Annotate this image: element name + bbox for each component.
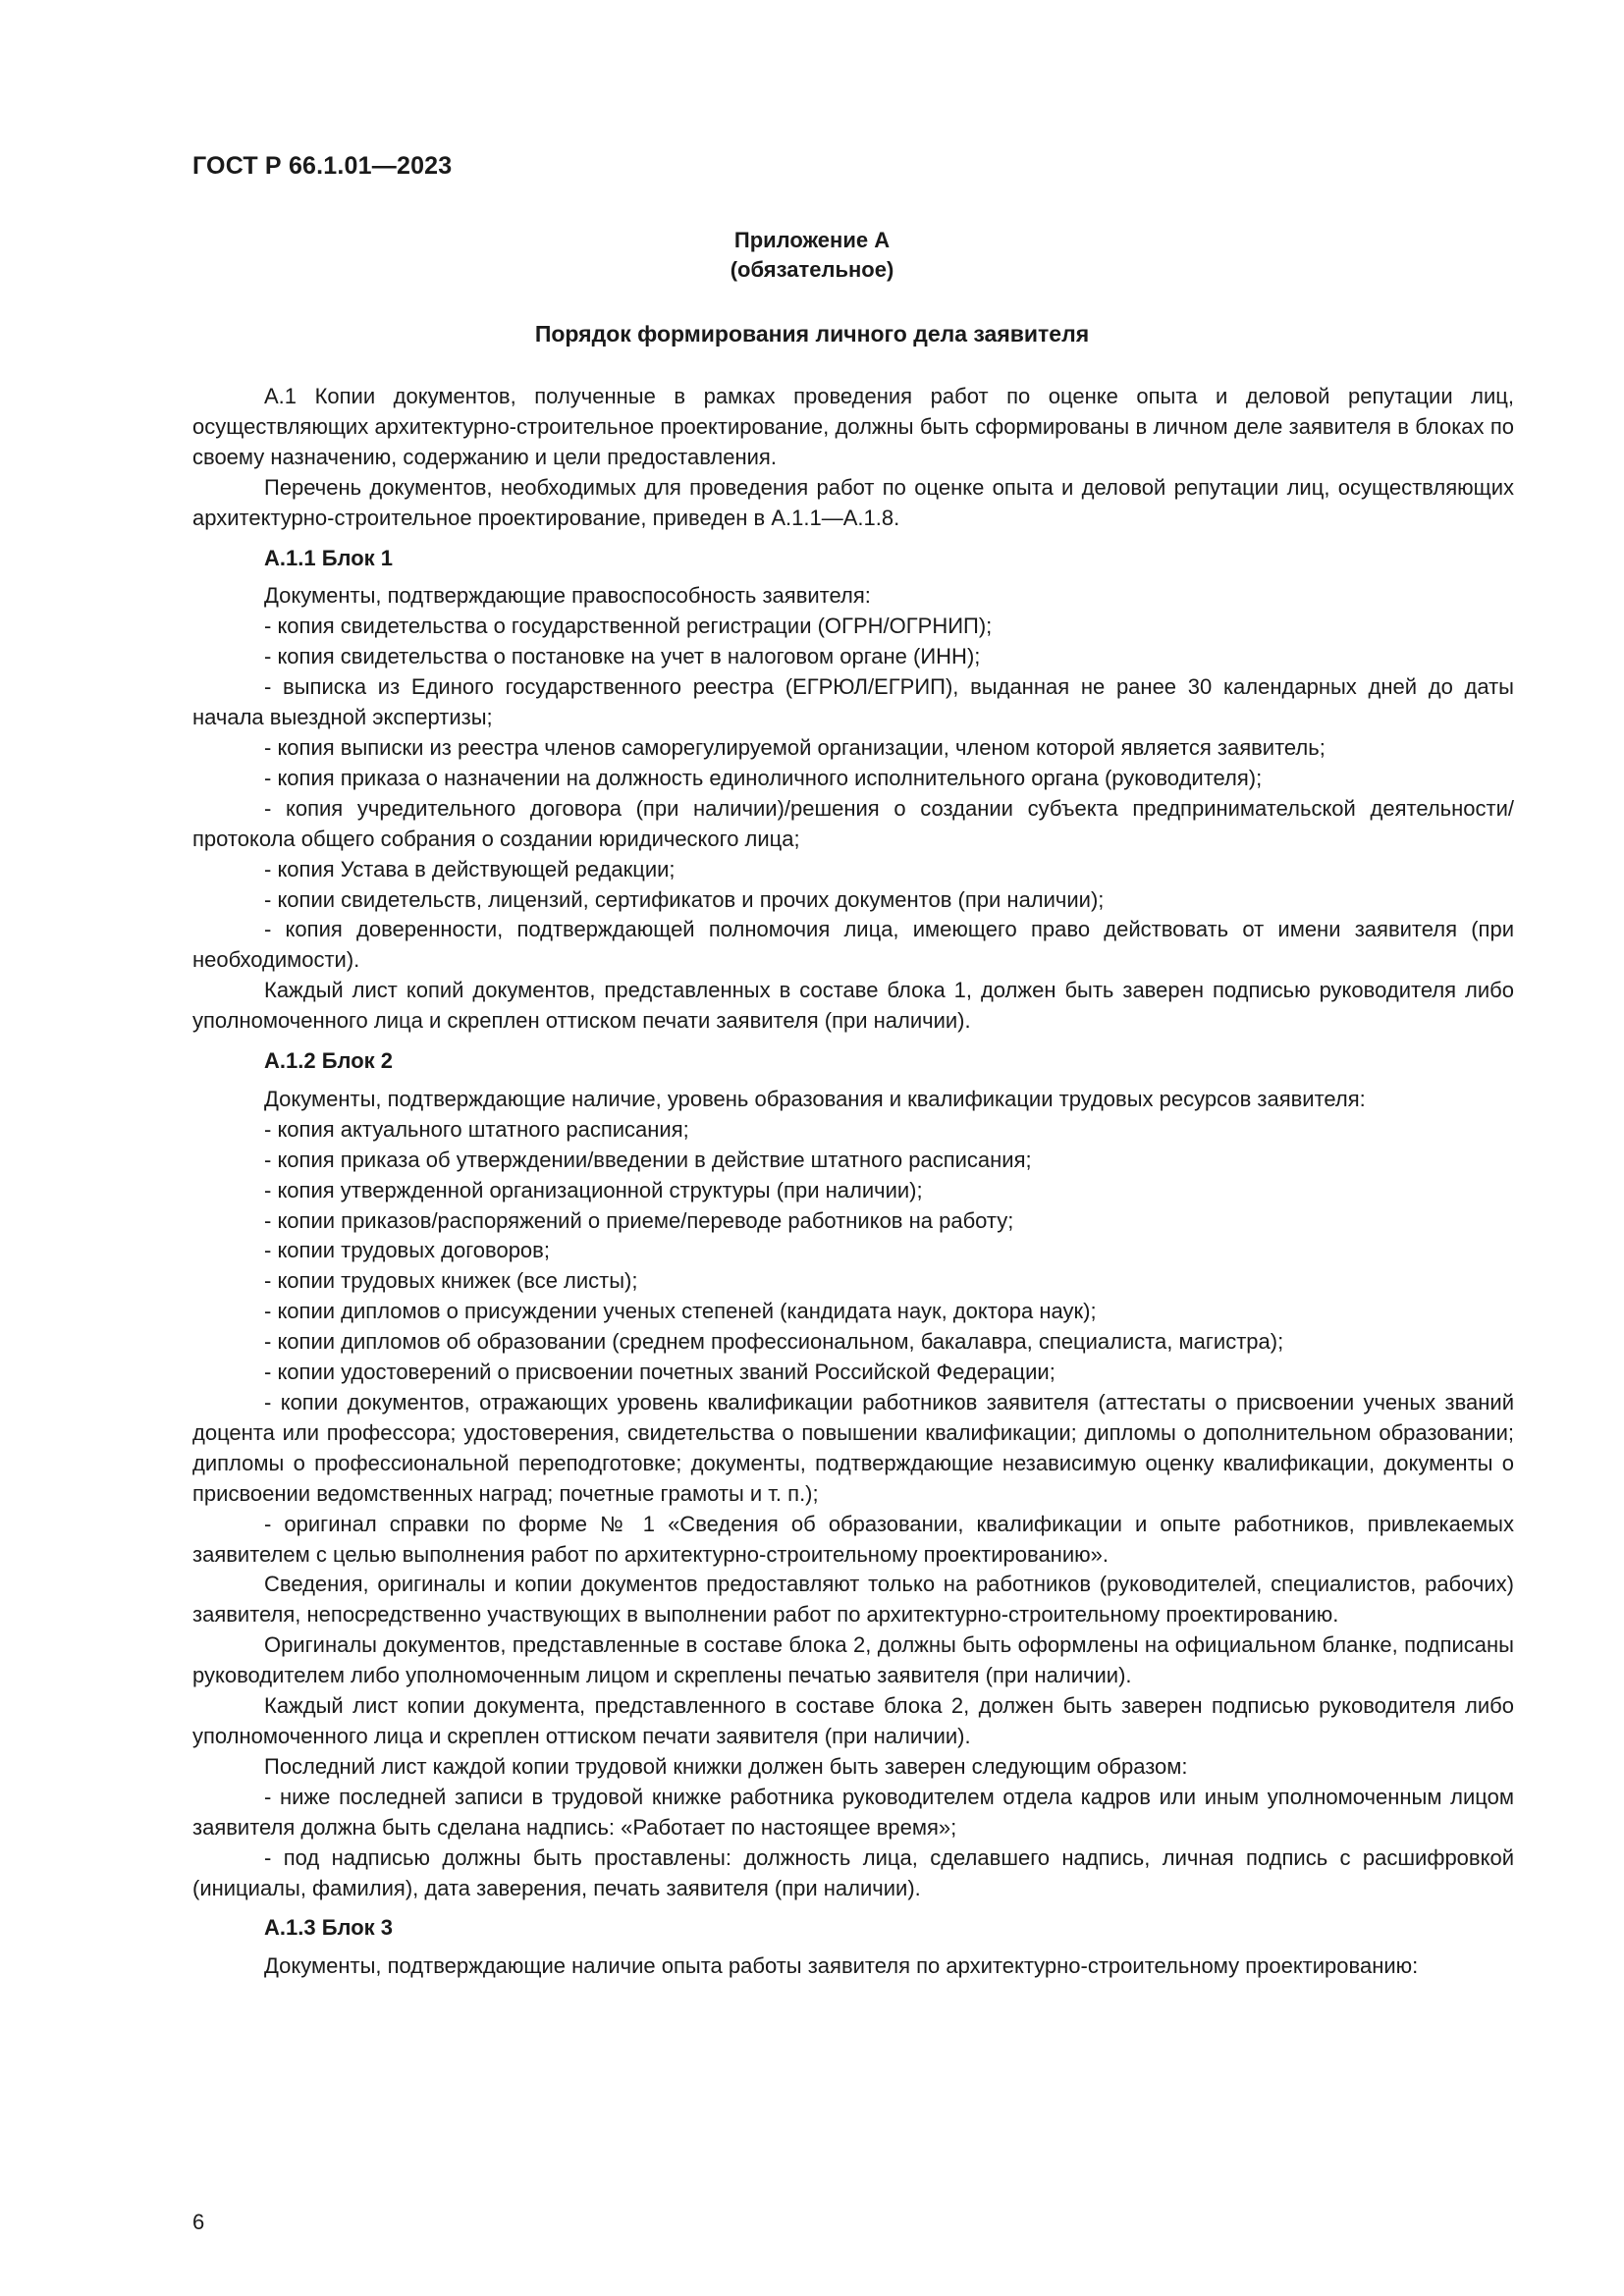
list-item: - копии дипломов об образовании (среднем профессиональном, бакалавра, специалиста, магистра);: [264, 1329, 1284, 1355]
list-item: - копии документов, отражающих уровень квалификации работников заявителя (аттестаты о присвоении ученых званий доцента или профессора; удостоверения, свидетельства о повышении квалификации; дипломы о дополнительном образовании; дипломы о профессиональной переподготовке; документы, подтверждающие независимую оценку квалификации, документы о присвоении ведомственных наград; почетные грамоты и т. п.);: [192, 1390, 1514, 1506]
page-number: 6: [192, 2210, 205, 2234]
list-item: - копия учредительного договора (при наличии)/решения о создании субъекта предпринимательской деятельности/протокола общего собрания о создании юридического лица;: [192, 795, 1514, 851]
annex-status: (обязательное): [730, 257, 894, 282]
intro-paragraph: А.1 Копии документов, полученные в рамках проведения работ по оценке опыта и деловой репутации лиц, осуществляющих архитектурно-строительное проектирование, должны быть сформированы в личном деле заявителя в блоках по своему назначению, содержанию и цели предоставления.: [192, 384, 1514, 469]
block-3-lead: Документы, подтверждающие наличие опыта работы заявителя по архитектурно-строительному проектированию:: [264, 1953, 1419, 1979]
list-item: - копии дипломов о присуждении ученых степеней (кандидата наук, доктора наук);: [264, 1299, 1097, 1324]
block-2-note: - ниже последней записи в трудовой книжке работника руководителем отдела кадров или иным уполномоченным лицом заявителя должна быть сделана надпись: «Работает по настоящее время»;: [192, 1784, 1514, 1840]
list-item: - копия приказа об утверждении/введении в действие штатного расписания;: [264, 1147, 1032, 1172]
list-item: - копии трудовых книжек (все листы);: [264, 1268, 638, 1294]
list-item: - копия Устава в действующей редакции;: [264, 856, 676, 881]
list-item: - копии свидетельств, лицензий, сертификатов и прочих документов (при наличии);: [264, 886, 1105, 912]
list-item: - копия актуального штатного расписания;: [264, 1116, 689, 1142]
annex-heading: Порядок формирования личного дела заявителя: [534, 321, 1090, 347]
list-item: - копии трудовых договоров;: [264, 1238, 550, 1263]
block-2-note: Сведения, оригиналы и копии документов предоставляют только на работников (руководителей, специалистов, рабочих) заявителя, непосредственно участвующих в выполнении работ по архитектурно-строительному проектированию.: [192, 1572, 1514, 1628]
list-item: - копия доверенности, подтверждающей полномочия лица, имеющего право действовать от имени заявителя (при необходимости).: [192, 917, 1514, 973]
list-item: - копии приказов/распоряжений о приеме/переводе работников на работу;: [264, 1207, 1014, 1233]
list-item: - копия приказа о назначении на должность единоличного исполнительного органа (руководителя);: [264, 765, 1263, 790]
list-item: - оригинал справки по форме № 1 «Сведения об образовании, квалификации и опыте работников, привлекаемых заявителем с целью выполнения работ по архитектурно-строительному проектированию».: [192, 1511, 1514, 1567]
block-2-note: Каждый лист копии документа, представленного в составе блока 2, должен быть заверен подписью руководителя либо уполномоченного лица и скреплен оттиском печати заявителя (при наличии).: [192, 1693, 1514, 1748]
document-code-header: ГОСТ Р 66.1.01—2023: [192, 152, 453, 180]
list-item: - копии удостоверений о присвоении почетных званий Российской Федерации;: [264, 1360, 1056, 1385]
block-1-closing: Каждый лист копий документов, представленных в составе блока 1, должен быть заверен подписью руководителя либо уполномоченного лица и скреплен оттиском печати заявителя (при наличии).: [192, 978, 1514, 1034]
block-2-note: Оригиналы документов, представленные в составе блока 2, должны быть оформлены на официальном бланке, подписаны руководителем либо уполномоченным лицом и скреплены печатью заявителя (при наличии).: [192, 1632, 1514, 1688]
list-item: - копия утвержденной организационной структуры (при наличии);: [264, 1177, 923, 1202]
intro-paragraph: Перечень документов, необходимых для проведения работ по оценке опыта и деловой репутации лиц, осуществляющих архитектурно-строительное проектирование, приведен в А.1.1—А.1.8.: [192, 474, 1514, 530]
section-heading-block-3: А.1.3 Блок 3: [264, 1915, 393, 1941]
list-item: - копия свидетельства о постановке на учет в налоговом органе (ИНН);: [264, 644, 981, 669]
block-1-lead: Документы, подтверждающие правоспособность заявителя:: [264, 583, 871, 609]
list-item: - копия свидетельства о государственной регистрации (ОГРН/ОГРНИП);: [264, 614, 993, 639]
annex-title: Приложение А: [733, 228, 891, 252]
section-heading-block-1: А.1.1 Блок 1: [264, 545, 393, 570]
block-2-note: Последний лист каждой копии трудовой книжки должен быть заверен следующим образом:: [264, 1753, 1188, 1779]
list-item: - копия выписки из реестра членов саморегулируемой организации, членом которой является заявитель;: [264, 734, 1326, 760]
section-heading-block-2: А.1.2 Блок 2: [264, 1048, 393, 1074]
list-item: - выписка из Единого государственного реестра (ЕГРЮЛ/ЕГРИП), выданная не ранее 30 календарных дней до даты начала выездной экспертизы;: [192, 674, 1514, 730]
block-2-lead: Документы, подтверждающие наличие, уровень образования и квалификации трудовых ресурсов заявителя:: [264, 1086, 1366, 1111]
block-2-note: - под надписью должны быть проставлены: должность лица, сделавшего надпись, личная подпись с расшифровкой (инициалы, фамилия), дата заверения, печать заявителя (при наличии).: [192, 1844, 1514, 1900]
document-body: [192, 382, 1514, 1982]
